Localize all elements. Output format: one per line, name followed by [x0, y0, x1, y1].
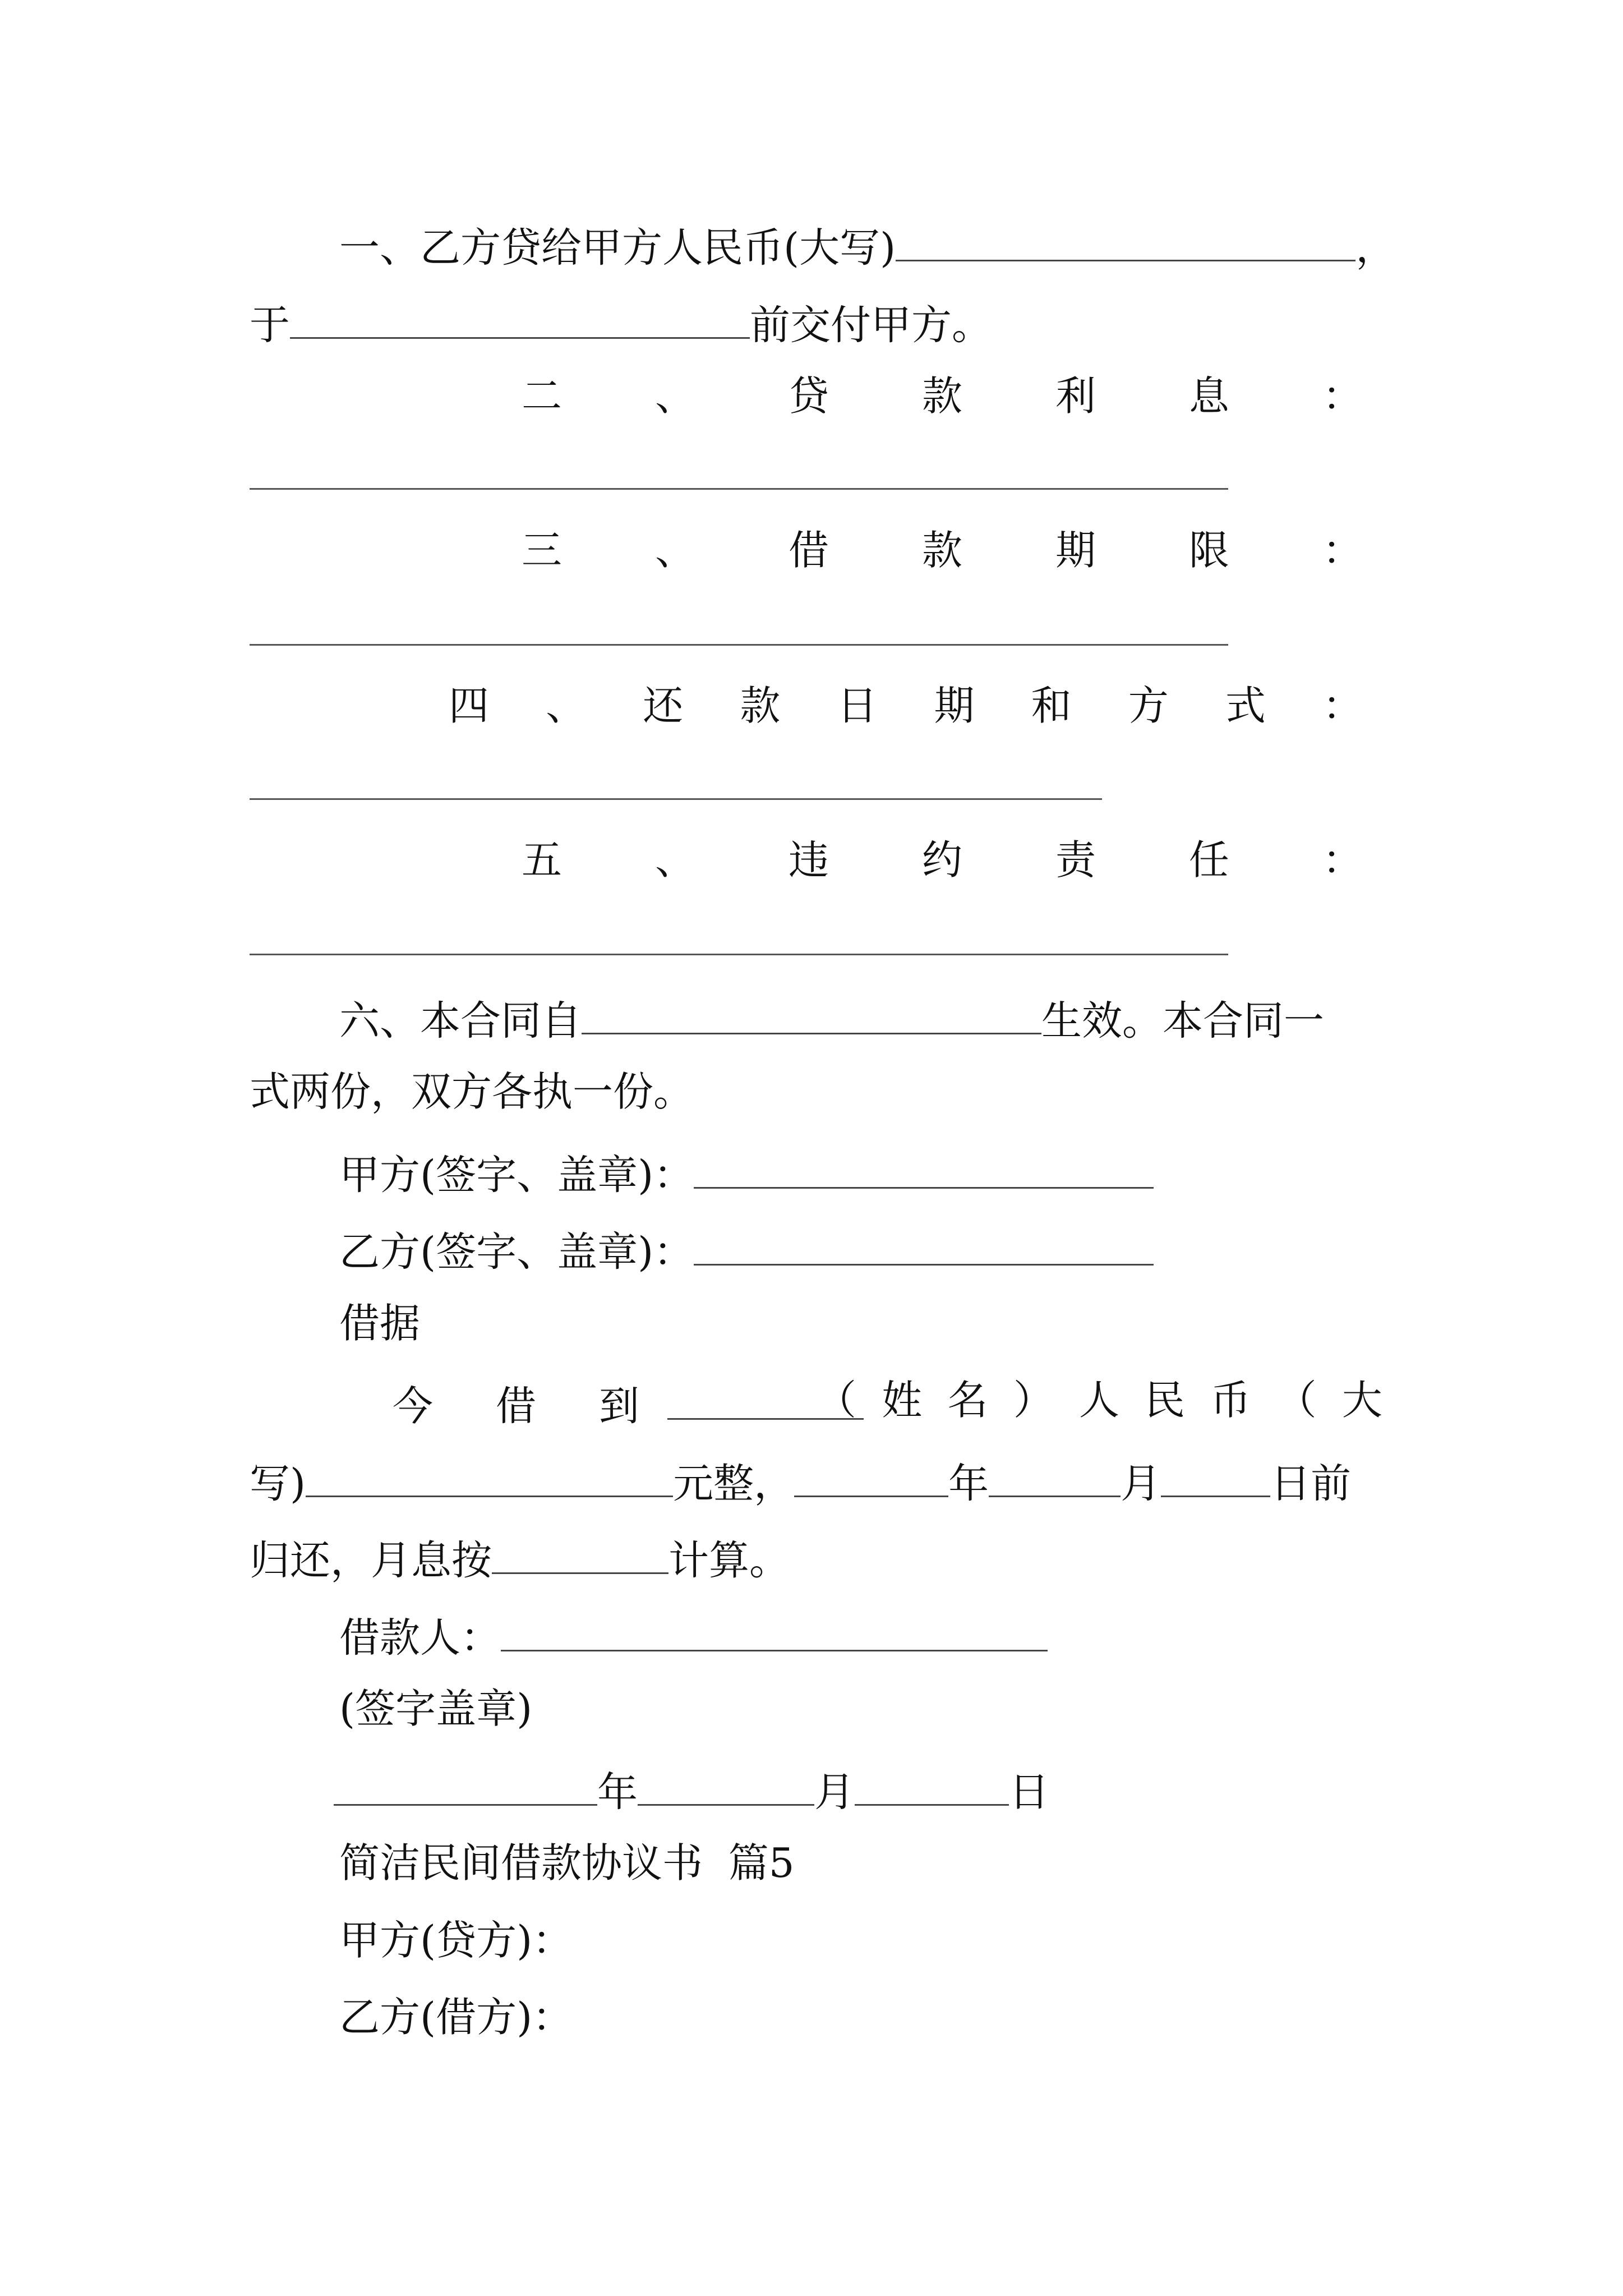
clause-5-char: 责: [1055, 836, 1096, 884]
clause-5-char: 任: [1188, 836, 1229, 884]
party-a-signature-blank[interactable]: [694, 1149, 1154, 1189]
clause-6-text-b: 生效。本合同一: [1041, 997, 1325, 1045]
clause-4-char: ：: [1322, 682, 1363, 729]
clause-1-comma: ，: [1355, 224, 1396, 272]
repay-month-blank[interactable]: [989, 1457, 1121, 1497]
date-month-blank[interactable]: [638, 1766, 814, 1806]
party-a-signature-line: [339, 1149, 1154, 1199]
seal-note: (签字盖章): [339, 1685, 533, 1732]
receipt-line-1-char: 大: [1341, 1377, 1382, 1424]
clause-1-delivery-text: 前交付甲方。: [750, 301, 993, 349]
clause-1-line-2: [250, 299, 993, 349]
clause-2-char: ：: [1322, 372, 1363, 420]
loan-term-blank[interactable]: [250, 644, 1228, 646]
clause-3-char: 三: [522, 527, 562, 574]
receipt-year-label: 年: [948, 1460, 989, 1507]
receipt-line-1-char: ）: [1013, 1377, 1054, 1424]
clause-2-char: 利: [1055, 372, 1096, 420]
clause-5-char: 违: [788, 836, 829, 884]
receipt-date-line: [334, 1766, 1050, 1816]
clause-4-heading: [449, 682, 1363, 729]
borrower-signature-blank[interactable]: [501, 1612, 1048, 1651]
clause-4-char: 方: [1128, 682, 1169, 729]
party-a-label: 甲方(签字、盖章)：: [339, 1151, 694, 1199]
loan-interest-blank[interactable]: [250, 488, 1228, 490]
clause-2-char: 、: [654, 372, 695, 420]
party-b-signature-line: [339, 1226, 1154, 1276]
clause-4-char: 式: [1225, 682, 1266, 729]
date-month-label: 月: [814, 1768, 855, 1816]
receipt-interest-label: 归还，月息按: [250, 1536, 492, 1584]
receipt-line-1-char: 民: [1145, 1377, 1186, 1424]
clause-2-heading: [522, 372, 1363, 420]
borrower-line: [339, 1612, 1048, 1662]
receipt-line-1-char: 人: [1078, 1377, 1119, 1424]
receipt-line-1-rest: [816, 1377, 1382, 1424]
amount-in-words-blank[interactable]: [896, 222, 1355, 261]
clause-2-char: 款: [921, 372, 962, 420]
clause-5-heading: [522, 836, 1363, 884]
clause-5-char: 、: [654, 836, 695, 884]
receipt-month-label: 月: [1121, 1460, 1161, 1507]
repayment-blank[interactable]: [250, 798, 1102, 800]
clause-3-char: 款: [921, 527, 962, 574]
receipt-line-1-char: （: [1276, 1377, 1317, 1424]
clause-3-char: 期: [1055, 527, 1096, 574]
receipt-line-1-char: （: [816, 1377, 857, 1424]
clause-4-char: 、: [546, 682, 587, 729]
receipt-line-1-char: 姓: [882, 1377, 923, 1424]
clause-6-line-2: 式两份，双方各执一份。: [250, 1068, 694, 1115]
date-day-blank[interactable]: [855, 1766, 1009, 1806]
effective-date-blank[interactable]: [582, 995, 1041, 1034]
receipt-calc-label: 计算。: [668, 1536, 790, 1584]
receipt-line-2: [250, 1457, 1352, 1507]
clause-2-char: 息: [1188, 372, 1229, 420]
clause-2-char: 贷: [788, 372, 829, 420]
amount-uppercase-blank[interactable]: [306, 1457, 673, 1497]
clause-5-char: ：: [1322, 836, 1363, 884]
clause-6-text-a: 六、本合同自: [339, 997, 582, 1045]
clause-4-char: 四: [449, 682, 490, 729]
receipt-borrowed-from-label: 今 借 到: [393, 1382, 651, 1430]
borrower-label: 借款人：: [339, 1614, 501, 1662]
receipt-line-1-char: 名: [947, 1377, 988, 1424]
clause-3-char: ：: [1322, 527, 1363, 574]
receipt-line-1-char: 币: [1210, 1377, 1251, 1424]
date-year-label: 年: [597, 1768, 638, 1816]
clause-4-char: 和: [1031, 682, 1072, 729]
clause-6-line-1: [339, 995, 1325, 1045]
receipt-line-1-start: [393, 1377, 864, 1430]
clause-3-char: 借: [788, 527, 829, 574]
clause-3-char: 限: [1188, 527, 1229, 574]
clause-1-yu: 于: [250, 301, 291, 349]
delivery-date-blank[interactable]: [290, 299, 750, 339]
clause-1-line-1: [339, 222, 1396, 272]
repay-day-blank[interactable]: [1161, 1457, 1270, 1497]
clause-3-heading: [522, 527, 1363, 574]
clause-4-char: 日: [837, 682, 878, 729]
receipt-yuan-label: 元整，: [673, 1460, 795, 1507]
party-b-label: 乙方(签字、盖章)：: [339, 1228, 694, 1276]
lender-label: 甲方(贷方)：: [339, 1917, 573, 1964]
receipt-line-3: [250, 1534, 790, 1584]
clause-2-char: 二: [522, 372, 562, 420]
clause-4-char: 期: [934, 682, 975, 729]
clause-3-char: 、: [654, 527, 695, 574]
receipt-day-label: 日前: [1270, 1460, 1352, 1507]
date-year-blank[interactable]: [334, 1766, 597, 1806]
clause-4-char: 款: [740, 682, 781, 729]
clause-4-char: 还: [643, 682, 684, 729]
clause-5-char: 五: [522, 836, 562, 884]
clause-1-text: 一、乙方贷给甲方人民币(大写): [339, 224, 896, 272]
date-day-label: 日: [1009, 1768, 1050, 1816]
section-title: 简洁民间借款协议书 篇5: [339, 1839, 795, 1887]
receipt-write-label: 写): [250, 1460, 306, 1507]
borrower-party-label: 乙方(借方)：: [339, 1994, 573, 2041]
receipt-title: 借据: [339, 1300, 421, 1347]
clause-5-char: 约: [921, 836, 962, 884]
party-b-signature-blank[interactable]: [694, 1226, 1154, 1266]
repay-year-blank[interactable]: [794, 1457, 948, 1497]
breach-liability-blank[interactable]: [250, 954, 1228, 955]
monthly-interest-blank[interactable]: [492, 1534, 668, 1574]
